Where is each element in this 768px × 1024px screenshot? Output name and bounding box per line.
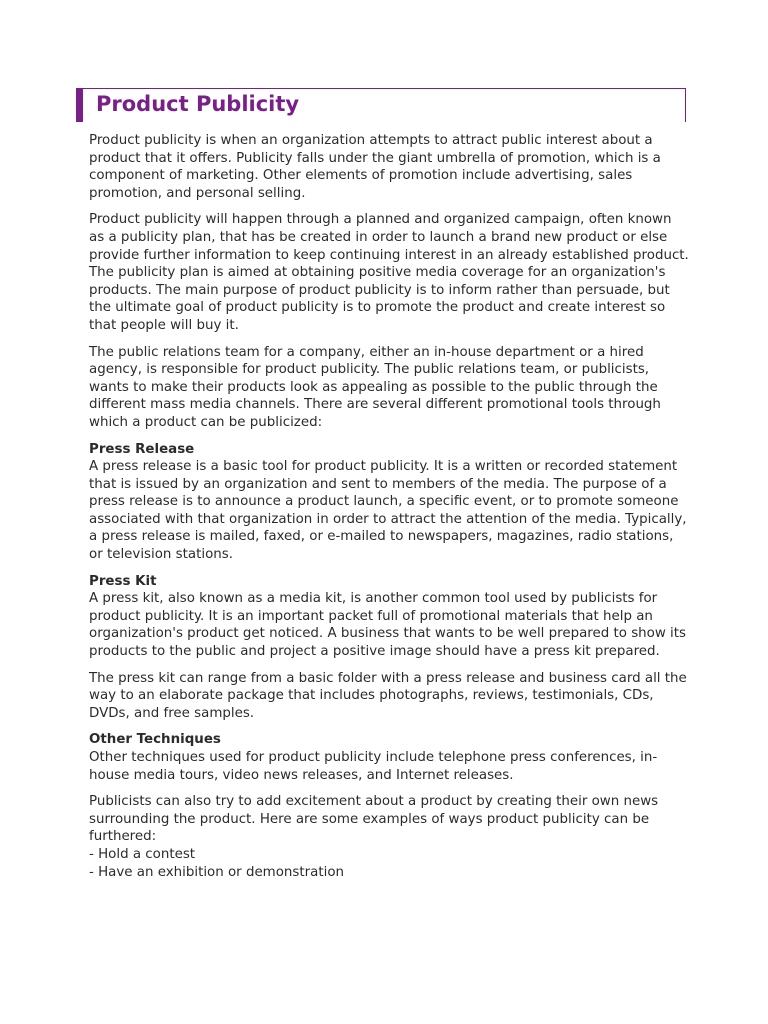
press-kit-body-2: The press kit can range from a basic folder with a press release and business card all the way to an elaborate package that includes photographs, reviews, testimonials, CDs, DVDs, and free samples.	[89, 670, 687, 721]
other-techniques-heading: Other Techniques	[89, 732, 221, 748]
other-techniques-section	[89, 731, 689, 784]
other-techniques-examples	[89, 793, 689, 881]
list-item: - Hold a contest	[89, 846, 196, 862]
intro-paragraph: Product publicity is when an organization attempts to attract public interest about a product that it offers. Publicity falls under the giant umbrella of promotion, which is a component of marketing. Other elements of promotion include advertising, sales promotion, and personal selling.	[89, 133, 661, 201]
page-title: Product Publicity	[96, 92, 300, 116]
examples-list	[89, 846, 689, 881]
intro-paragraph: Product publicity will happen through a planned and organized campaign, often known as a publicity plan, that has be created in order to launch a brand new product or else provide further information to keep continuing interest in an already established product. The publicity plan is aimed at obtaining positive media coverage for an organization's products. The main purpose of product publicity is to inform rather than persuade, but the ultimate goal of product publicity is to promote the product and create interest so that people will buy it.	[89, 212, 689, 333]
press-kit-heading: Press Kit	[89, 573, 157, 589]
press-release-section	[89, 441, 689, 564]
title-bar	[76, 88, 686, 122]
intro-paragraph: The public relations team for a company, either an in-house department or a hired agency, is responsible for product publicity. The public relations team, or publicists, wants to make their products look as appealing as possible to the public through the different mass media channels. There are several different promotional tools through which a product can be publicized:	[89, 344, 661, 430]
press-kit-body: A press kit, also known as a media kit, is another common tool used by publicists for product publicity. It is an important packet full of promotional materials that help an organization's product get noticed. A business that wants to be well prepared to show its products to the public and project a positive image should have a press kit prepared.	[89, 591, 687, 660]
press-kit-section	[89, 573, 689, 661]
other-techniques-body-2: Publicists can also try to add excitement about a product by creating their own news surrounding the product. Here are some examples of ways product publicity can be furthered:	[89, 794, 659, 845]
press-release-body: A press release is a basic tool for product publicity. It is a written or recorded statement that is issued by an organization and sent to members of the media. The purpose of a press release is to announce a product launch, a specific event, or to promote someone associated with that organization in order to attract the attention of the media. Typically, a press release is mailed, faxed, or e-mailed to newspapers, magazines, radio stations, or television stations.	[89, 459, 687, 563]
document-body	[89, 132, 689, 881]
other-techniques-body: Other techniques used for product publicity include telephone press conferences, in-house media tours, video news releases, and Internet releases.	[89, 750, 658, 783]
press-release-heading: Press Release	[89, 441, 195, 457]
list-item: - Have an exhibition or demonstration	[89, 864, 344, 880]
